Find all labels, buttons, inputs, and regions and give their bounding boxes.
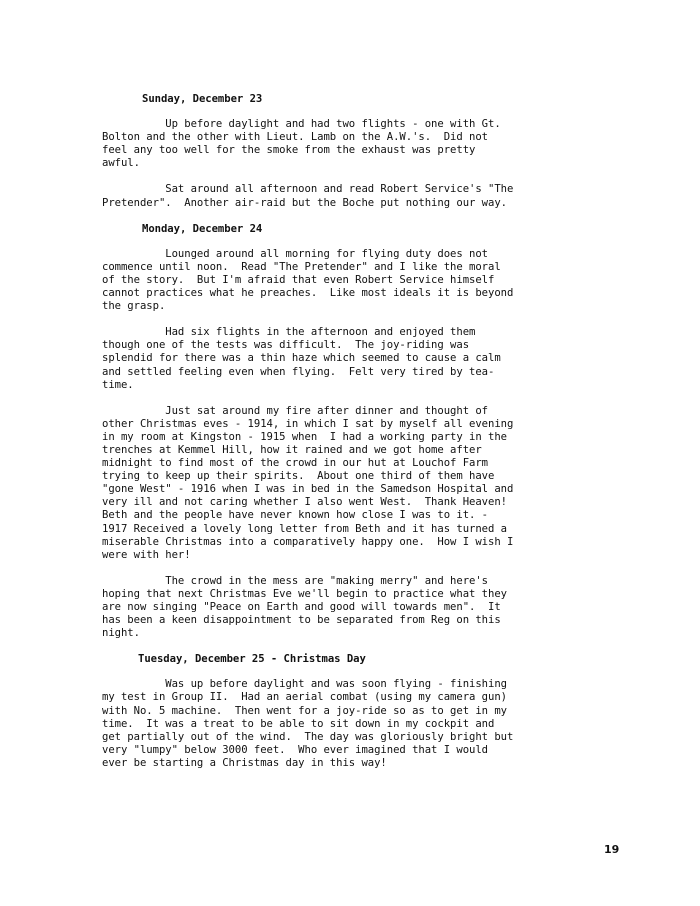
entry-heading: Sunday, December 23 — [142, 93, 263, 105]
entry-heading: Tuesday, December 25 - Christmas Day — [138, 653, 366, 666]
diary-entry-dec-25 — [102, 653, 612, 770]
diary-entry-dec-24 — [102, 223, 612, 641]
entry-paragraph: Sat around all afternoon and read Robert Service's "The Pretender". Another air-raid but the Boche put nothing our way. — [102, 183, 514, 209]
entry-paragraph: The crowd in the mess are "making merry" and here's hoping that next Christmas Eve we'll begin to practice what they are now singing "Peace on Earth and good will towards men". It has been a keen disappointment to be separated from Reg on this night. — [102, 574, 507, 640]
entry-paragraph: Was up before daylight and was soon flying - finishing my test in Group II. Had an aerial combat (using my camera gun) with No. 5 machine. Then went for a joy-ride so as to get in my time. It was a treat to be able to sit down in my cockpit and get partially out of the wind. The day was gloriously bright but very "lumpy" below 3000 feet. Who ever imagined that I would ever be starting a Christmas day in this way! — [102, 678, 514, 769]
entry-paragraph: Lounged around all morning for flying duty does not commence until noon. Read "The Pretender" and I like the moral of the story. But I'm afraid that even Robert Service himself cannot practices what he preaches. Like most ideals it is beyond the grasp. — [102, 247, 514, 313]
entry-paragraph: Had six flights in the afternoon and enjoyed them though one of the tests was difficult. The joy-riding was splendid for there was a thin haze which seemed to cause a calm and settled feeling even when flying. Felt very tired by tea- time. — [102, 326, 501, 391]
diary-entry-dec-23 — [102, 93, 612, 210]
page-number: 19 — [604, 843, 620, 856]
entry-paragraph: Just sat around my fire after dinner and thought of other Christmas eves - 1914, in which I sat by myself all evening in my room at Kingston - 1915 when I had a working party in the trenches at Kemmel Hill, how it rained and we got home after midnight to find most of the crowd in our hut at Louchof Farm trying to keep up their spirits. About one third of them have "gone West" - 1916 when I was in bed in the Samedson Hospital and very ill and not caring whether I also went West. Thank Heaven! Beth and the people have never known how close I was to it. - 1917 Received a lovely long letter from Beth and it has turned a miserable Christmas into a comparatively happy one. How I wish I were with her! — [102, 404, 514, 561]
entry-heading: Monday, December 24 — [142, 222, 263, 235]
text-column — [102, 93, 612, 783]
entry-paragraph: Up before daylight and had two flights - one with Gt. Bolton and the other with Lieut. Lamb on the A.W.'s. Did not feel any too well for the smoke from the exhaust was pretty awful. — [102, 118, 501, 170]
